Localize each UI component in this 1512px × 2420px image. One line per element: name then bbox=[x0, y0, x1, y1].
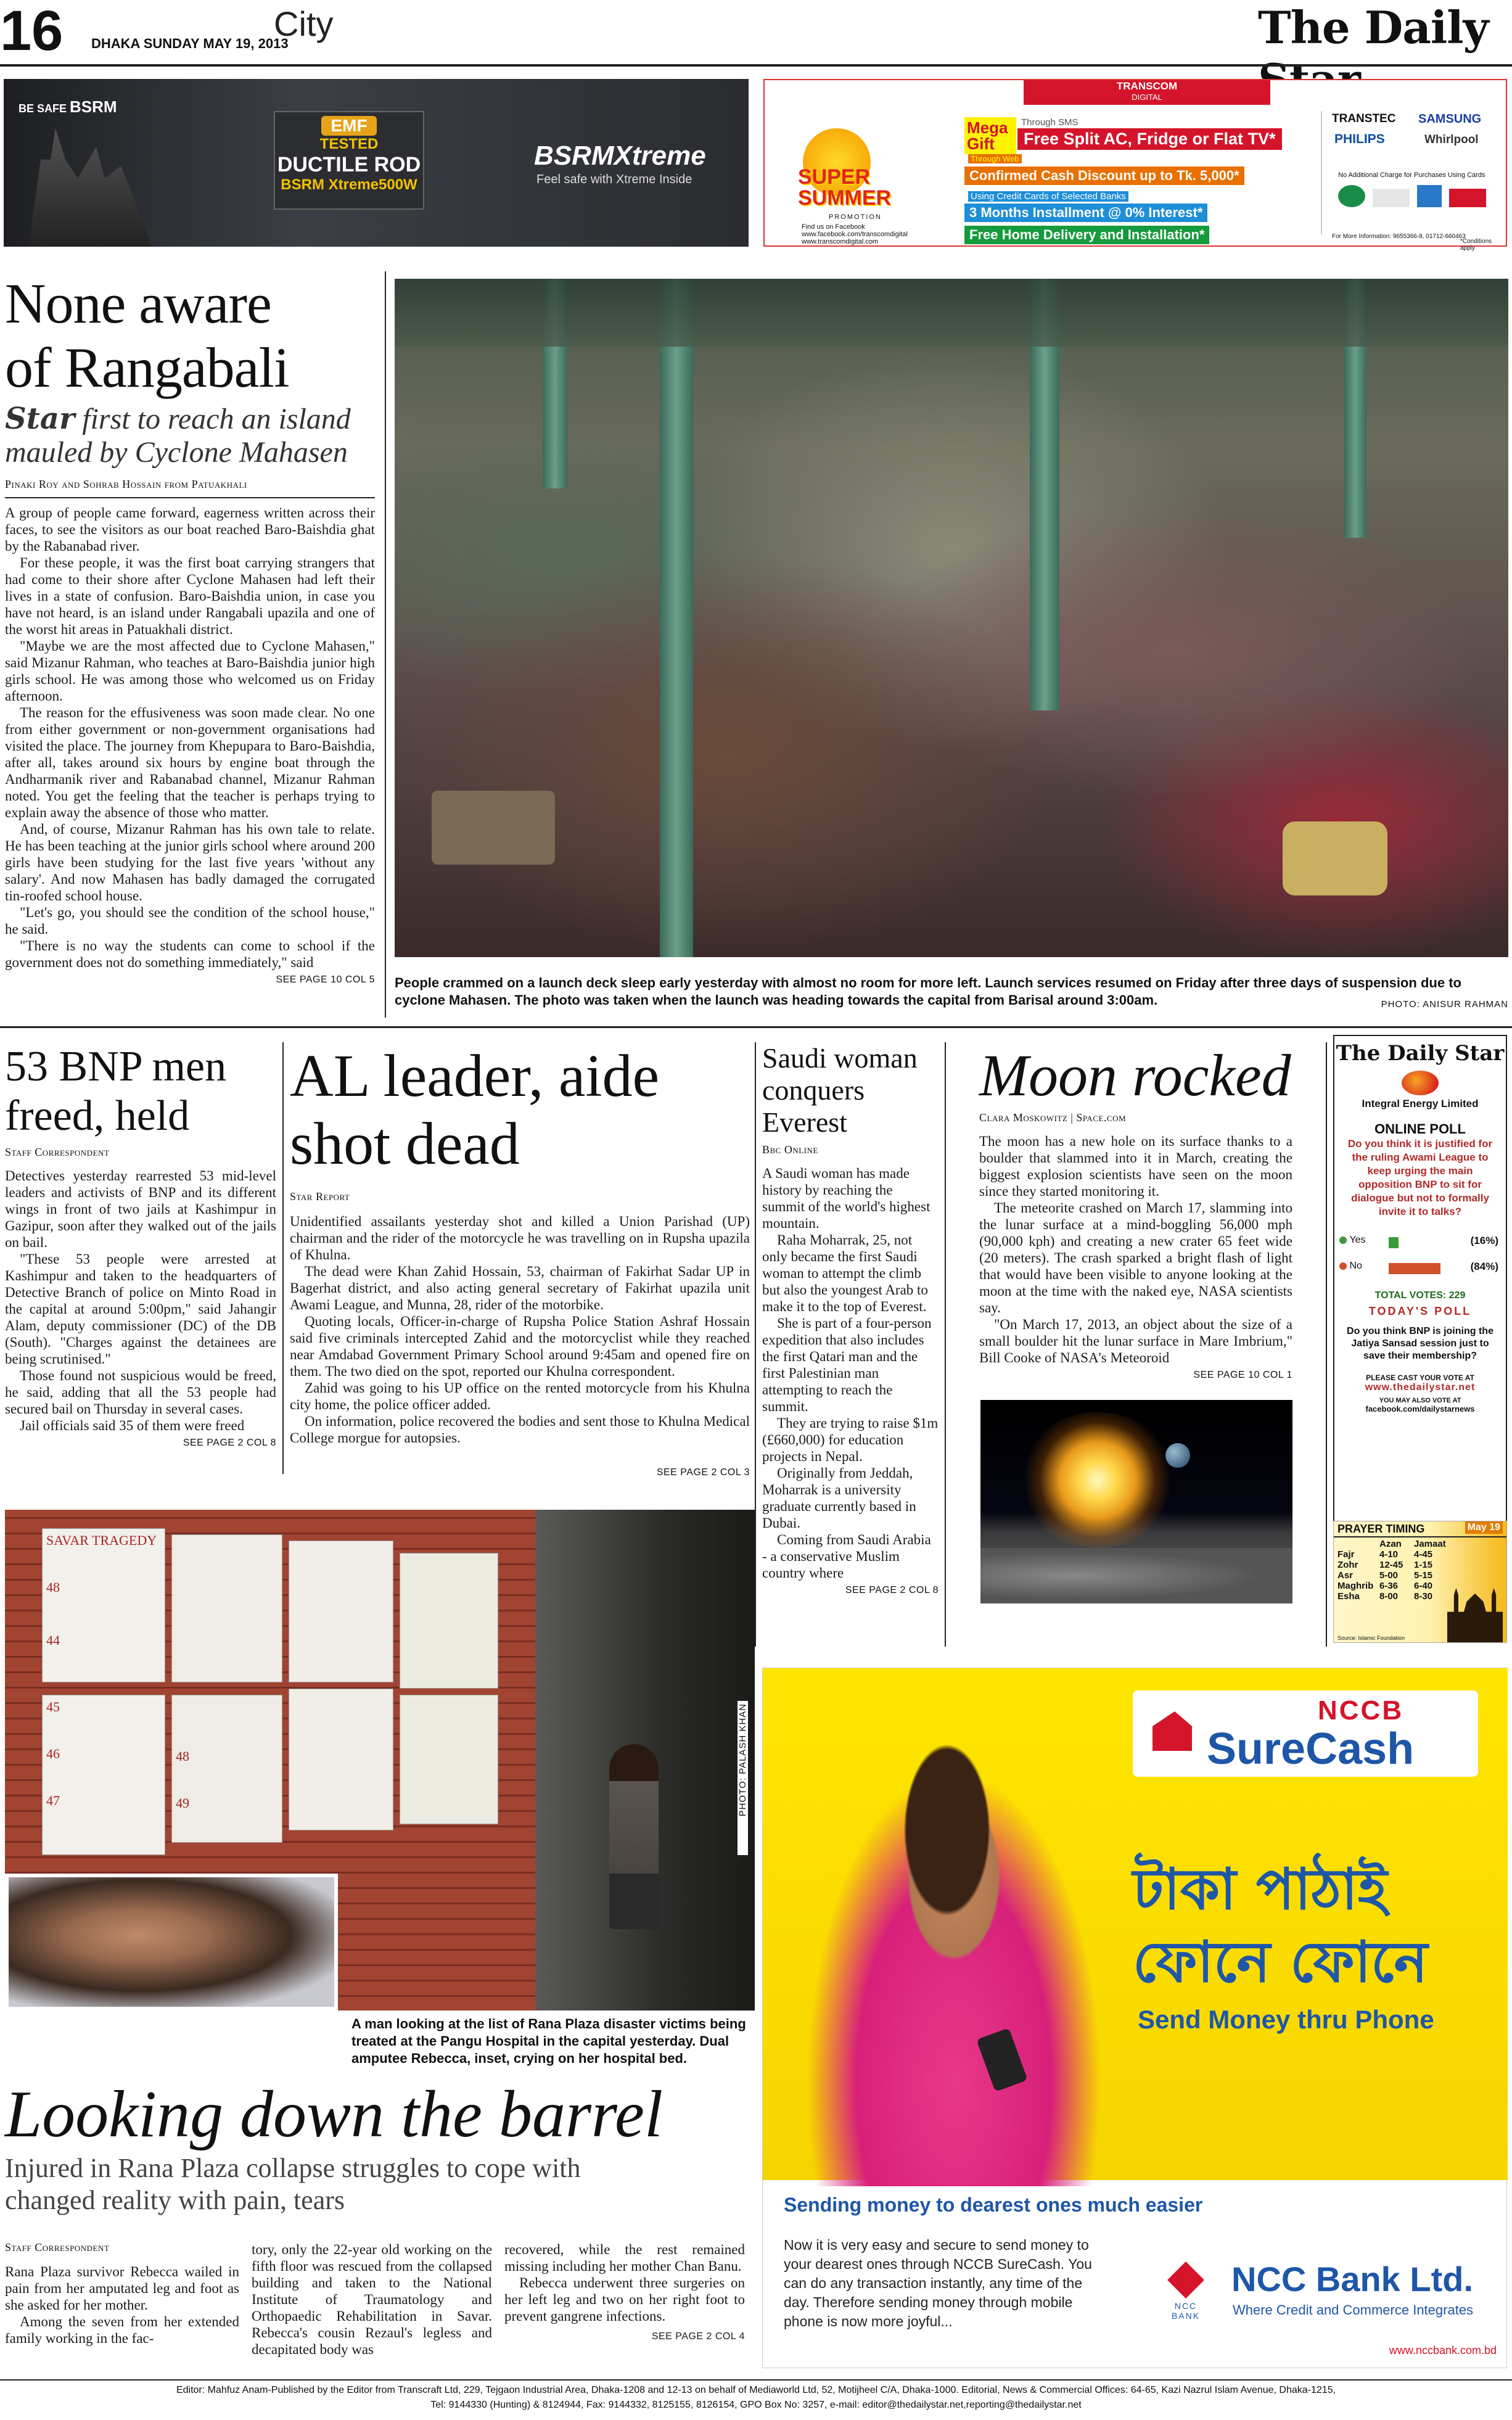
victim-sheet bbox=[400, 1553, 498, 1689]
footer-rule bbox=[0, 2379, 1512, 2381]
offer-delivery: Free Home Delivery and Installation* bbox=[964, 226, 1209, 244]
poll-question: Do you think it is justified for the ruling Awami League to keep urging the main opposition BNP to sit for dialogue but not to formally invite it to talks? bbox=[1347, 1138, 1493, 1217]
prayer-table bbox=[1337, 1539, 1446, 1602]
poll-result-yes: Yes (16%) bbox=[1339, 1235, 1501, 1252]
todays-poll-label: TODAY'S POLL bbox=[1368, 1305, 1472, 1317]
prayer-row: Zohr 12-45 1-15 bbox=[1337, 1560, 1433, 1570]
masthead bbox=[0, 0, 1512, 68]
deck-ceiling bbox=[395, 279, 1508, 347]
brand-whirlpool: Whirlpool bbox=[1424, 133, 1479, 146]
moon-jump[interactable]: SEE PAGE 10 COL 1 bbox=[1193, 1370, 1292, 1380]
barrel-story bbox=[5, 2078, 752, 2357]
moon-headline: Moon rocked bbox=[979, 1042, 1291, 1108]
ncc-bank-url[interactable]: www.nccbank.com.bd bbox=[1389, 2344, 1497, 2356]
poll-paper-name: The Daily Star bbox=[1336, 1041, 1505, 1066]
paper-nameplate: The Daily bbox=[1258, 1, 1489, 54]
moon-impact-photo bbox=[980, 1400, 1292, 1603]
column-rule bbox=[1326, 1042, 1327, 1647]
victim-sheet bbox=[171, 1534, 282, 1682]
al-headline: AL leader, aide shot dead bbox=[290, 1043, 660, 1177]
al-jump[interactable]: SEE PAGE 2 COL 3 bbox=[656, 1467, 750, 1478]
al-byline: Star Report bbox=[290, 1190, 350, 1203]
impact-flash bbox=[1017, 1412, 1178, 1548]
bnp-jump[interactable]: SEE PAGE 2 COL 8 bbox=[183, 1438, 276, 1448]
ad-transcom[interactable] bbox=[763, 79, 1507, 252]
lead-photo-caption-box bbox=[395, 974, 1508, 1018]
emf-badge: EMF bbox=[321, 116, 377, 136]
barrel-headline: Looking down the barrel bbox=[5, 2078, 663, 2151]
surecash-label: SureCash bbox=[1207, 1724, 1415, 1774]
moon-byline: Clara Moskowitz | Space.com bbox=[979, 1111, 1127, 1124]
victim-sheet: 48 49 bbox=[171, 1695, 282, 1843]
through-web: Through Web bbox=[968, 154, 1022, 163]
crowd-bag bbox=[1283, 821, 1387, 895]
saudi-story bbox=[762, 1042, 939, 1596]
barrel-col-3: recovered, while the rest remained missing including her mother Chan Banu. Rebecca underwent three surgeries on her left leg and two on her right foot to prevent gangrene infections. SEE PAGE 2 COL 4 bbox=[504, 2241, 745, 2345]
no-bar bbox=[1389, 1263, 1440, 1274]
poll-title: ONLINE POLL bbox=[1374, 1121, 1466, 1137]
barrel-col-1: Rana Plaza survivor Rebecca wailed in pain from her amputated leg and foot as she asked for her mother. Among the seven from her extended family working in the fac- bbox=[5, 2264, 239, 2346]
poll-url[interactable]: www.thedailystar.net bbox=[1365, 1382, 1476, 1393]
saudi-body: A Saudi woman has made history by reaching the summit of the world's highest mountain. Raha Moharrak, 25, not only became the first Saudi woman to attempt the climb but also the youngest Arab to make it to the top of Everest. She is part of a four-person expedition that also includes the first Qatari man and the first Palestinian man attempting to reach the summit. They are trying to raise $1m (£660,000) for education projects in Nepal. Originally from Jeddah, Moharrak is a university graduate currently based in Dubai. Coming from Saudi Arabia - a conservative Muslim country where bbox=[762, 1166, 939, 1581]
offer-sms: Free Split AC, Fridge or Flat TV* bbox=[1017, 128, 1282, 150]
ncc-bank-logo-icon bbox=[1167, 2262, 1204, 2299]
nccb-body: Now it is very easy and secure to send money to your dearest ones through NCCB SureCash. You can do any transaction instantly, any time of the day. Therefore sending money through mobile phone is now more joyful... bbox=[784, 2237, 1092, 2329]
prayer-row: Esha 8-00 8-30 bbox=[1337, 1591, 1433, 1602]
rana-photo-caption: A man looking at the list of Rana Plaza disaster victims being treated at the Pangu Hospital in the capital yesterday. Dual amputee Rebecca, inset, crying on her hospital bed. bbox=[351, 2016, 746, 2066]
section-label: City bbox=[274, 4, 334, 43]
victim-sheet bbox=[289, 1541, 393, 1682]
deck-pillar bbox=[660, 279, 693, 957]
rana-photo bbox=[5, 1510, 755, 2010]
prayer-row: Asr 5-00 5-15 bbox=[1337, 1570, 1433, 1581]
column-rule bbox=[945, 1042, 946, 1647]
bengali-tagline: টাকা পাঠাই ফোনে ফোনে bbox=[1133, 1856, 1428, 1995]
skyscraper-graphic bbox=[28, 122, 152, 247]
victim-sheet bbox=[289, 1689, 393, 1830]
poll-sponsor-icon bbox=[1402, 1071, 1439, 1095]
poll-sponsor: Integral Energy Limited bbox=[1362, 1098, 1479, 1109]
saudi-headline: Saudi woman conquers Everest bbox=[762, 1042, 918, 1138]
al-story bbox=[290, 1042, 750, 1478]
masthead-rule bbox=[0, 64, 1512, 67]
super-summer-title: SUPER SUMMER bbox=[798, 165, 892, 210]
victim-sheet bbox=[400, 1695, 498, 1824]
inset-photo-rebecca bbox=[5, 1874, 338, 2010]
prayer-row: Fajr 4-10 4-45 bbox=[1337, 1549, 1433, 1560]
through-sms: Through SMS bbox=[1021, 117, 1079, 128]
victim-sheet: SAVAR TRAGEDY 48 44 bbox=[42, 1528, 165, 1682]
standing-man bbox=[609, 1744, 659, 1929]
credit-card-line: Using Credit Cards of Selected Banks bbox=[968, 191, 1128, 202]
victim-sheet: 45 46 47 bbox=[42, 1695, 165, 1855]
prayer-row: Maghrib 6-36 6-40 bbox=[1337, 1581, 1433, 1591]
poll-result-no: No (84%) bbox=[1339, 1261, 1501, 1278]
offer-installment: 3 Months Installment @ 0% Interest* bbox=[964, 204, 1207, 222]
transcom-note: No Additional Charge for Purchases Using Cards bbox=[1338, 171, 1485, 179]
brand-philips: PHILIPS bbox=[1334, 132, 1385, 146]
send-money-tagline: Send Money thru Phone bbox=[1138, 2005, 1434, 2034]
ad-bsrm-be-safe: BE SAFE BSRM bbox=[18, 97, 117, 116]
prayer-source: Source: Islamic Foundation bbox=[1337, 1635, 1405, 1641]
lead-headline: None aware of Rangabali bbox=[5, 272, 289, 399]
barrel-byline: Staff Correspondent bbox=[5, 2241, 110, 2253]
ncc-bank-name: NCC Bank Ltd. bbox=[1231, 2260, 1473, 2299]
rana-photo-credit: PHOTO: PALASH KHAN bbox=[738, 1701, 748, 1855]
poll-total: TOTAL VOTES: 229 bbox=[1374, 1290, 1466, 1301]
nccb-label: NCCB bbox=[1318, 1695, 1404, 1726]
dateline: DHAKA SUNDAY MAY 19, 2013 bbox=[91, 36, 289, 51]
moon-surface bbox=[980, 1548, 1292, 1603]
barrel-jump[interactable]: SEE PAGE 2 COL 4 bbox=[651, 2331, 745, 2342]
poll-cast: PLEASE CAST YOUR VOTE AT bbox=[1366, 1373, 1474, 1382]
lead-story bbox=[5, 271, 375, 1018]
ncc-bank-logo-text: NCC BANK bbox=[1171, 2301, 1201, 2321]
no-swatch bbox=[1339, 1262, 1347, 1270]
section-rule bbox=[0, 1026, 1512, 1028]
al-body: Unidentified assailants yesterday shot and killed a Union Parishad (UP) chairman and the rider of the motorcycle he was travelling on in Rupsha upazila of Khulna. The dead were Khan Zahid Hossain, 53, chairman of Fakirhat Sadar UP in Bagerhat district, and also acting general secretary of Fakirhat upazila unit Awami League, and Munna, 28, rider of the motorbike. Quoting locals, Officer-in-charge of Rupsha Police Station Ashraf Hossain said five criminals intercepted Zahid and the motorcyclist while they reached near Amdabad Government Primary School around 9:45am and opened fire on them. The two died on the spot, reported our Khulna correspondent. Zahid was going to his UP office on the rented motorcycle from his Khulna city home, the police officer added. On information, police recovered the bodies and sent those to Khulna Medical College morgue for autopsies. bbox=[290, 1214, 750, 1446]
saudi-byline: Bbc Online bbox=[762, 1143, 818, 1156]
transcom-info: For More Information: 9655366-8, 01712-660463 bbox=[1332, 233, 1466, 240]
surecash-logo-box bbox=[1133, 1690, 1478, 1777]
transcom-header: TRANSCOM DIGITAL bbox=[1024, 80, 1270, 105]
online-poll bbox=[1333, 1035, 1507, 1522]
lead-photo-caption: People crammed on a launch deck sleep early yesterday with almost no room for more left. Launch services resumed on Friday after three days of suspension due to cyclone Mahasen. The photo was taken when the launch was heading towards the capital from Barisal around 3:00am. bbox=[395, 975, 1461, 1008]
footer-line-1: Editor: Mahfuz Anam-Published by the Editor from Transcraft Ltd, 229, Tejgaon Industrial Area, Dhaka-1208 and 12-13 on behalf of Mediaworld Ltd, 52, Motijheel C/A, Dhaka-1000. Editorial, News & Commercial Offices: 64-65, Kazi Nazrul Islam Avenue, Dhaka-1215, bbox=[176, 2385, 1336, 2395]
lead-jump[interactable]: SEE PAGE 10 COL 5 bbox=[276, 974, 375, 985]
lead-body: A group of people came forward, eagerness written across their faces, to see the visitors as our boat reached Baro-Baishdia ghat by the Rabanabad river. For these people, it was the first boat carrying strangers that had come to their shore after Cyclone Mahasen had left their lives in a state of confusion. Baro-Baishdia union, in case you have not heard, is an island under Rangabali upazila and one of the worst hit areas in Patuakhali district. "Maybe we are the most affected due to Cyclone Mahasen," said Mizanur Rahman, who teaches at Baro-Baishdia junior high girls school. He was among those who welcomed us on Friday afternoon. The reason for the effusiveness was soon made clear. No one from either government or non-government organisations had visited the place. The journey from Khepupara to Baro-Baishdia, after all, takes around six hours by engine boat through the Andharmanik river and Rabanabad channel, Mizanur Rahman noted. You get the feeling that the teacher is perhaps trying to explain away the absence of those who matter. And, of course, Mizanur Rahman has his own tale to relate. He has been teaching at the junior girls school where around 200 girls have been studying for the last five years 'without any salary'. And now Mahasen has badly damaged the corrugated tin-roofed school house. "Let's go, you should see the condition of the school house," he said. "There is no way the students can come to school if the government does not do something immediately," said bbox=[5, 505, 375, 970]
barrel-col-2: tory, only the 22-year old working on the fifth floor was rescued from the collapsed building and taken to the National Institute of Traumatology and Orthopaedic Rehabilitation in Savar. Rebecca's cousin Rezaul's legless and decapitated body was bbox=[252, 2242, 492, 2357]
ad-nccb-surecash[interactable] bbox=[762, 1668, 1507, 2368]
promo-sub: PROMOTION bbox=[829, 213, 882, 221]
column-rule bbox=[385, 271, 386, 1018]
prayer-timing bbox=[1333, 1521, 1507, 1643]
page-number: 16 bbox=[0, 0, 64, 62]
prayer-table-header: Azan Jamaat bbox=[1379, 1539, 1446, 1549]
footer-imprint bbox=[0, 2383, 1512, 2413]
bnp-body: Detectives yesterday rearrested 53 mid-level leaders and activists of BNP and its different wings in front of two jails at Kashimpur in Gazipur, soon after they walked out of the jails on bail. "These 53 people were arrested at Kashimpur and taken to the headquarters of Detective Branch of police on Minto Road in the capital at around 5:00pm," said Jahangir Alam, deputy commissioner (DC) of the DB (South). "Charges against the detainees are being scrutinised." Those found not suspicious would be freed, he said, adding that all the 53 people had secured bail on Thursday in several cases. Jail officials said 35 of them were freed bbox=[5, 1168, 276, 1433]
facebook-line: Find us on Facebook www.facebook.com/transcomdigital www.transcomdigital.com bbox=[802, 223, 908, 245]
crowd-bag bbox=[432, 791, 555, 865]
tested-label: TESTED bbox=[319, 136, 379, 152]
ncc-bank-tagline: Where Credit and Commerce Integrates bbox=[1233, 2302, 1474, 2318]
yes-bar bbox=[1389, 1237, 1399, 1248]
bsrm-xtreme-logo: BSRMXtreme bbox=[534, 141, 706, 171]
poll-also: YOU MAY ALSO VOTE AT bbox=[1379, 1397, 1461, 1404]
transcom-divider bbox=[1321, 111, 1322, 234]
yes-swatch bbox=[1339, 1237, 1347, 1244]
mega-gift-label: Mega Gift bbox=[964, 117, 1016, 154]
moon-body: The moon has a new hole on its surface thanks to a boulder that slammed into it in March, creating the biggest explosion scientists have seen on the moon since they started monitoring it. The meteorite crashed on March 17, slamming into the lunar surface at a mind-boggling 56,000 mph (90,000 kph) and creating a new crater 65 feet wide (20 meters). The crash sparked a bright flash of light that would have been visible to anyone looking at the moon at the time with the naked eye, NASA scientists say. "On March 17, 2013, an object about the size of a small boulder hit the lunar surface in Mare Imbrium," Bill Cooke of NASA's Meteoroid bbox=[979, 1134, 1292, 1365]
bnp-byline: Staff Correspondent bbox=[5, 1146, 110, 1158]
lead-byline: Pinaki Roy and Sohrab Hossain from Patuakhali bbox=[5, 478, 375, 498]
ad-bsrm-badge-box bbox=[274, 111, 424, 210]
column-rule bbox=[755, 1042, 756, 1647]
lead-photo bbox=[395, 279, 1508, 957]
lead-deck: Star first to reach an island mauled by Cyclone Mahasen bbox=[5, 401, 351, 469]
bnp-story bbox=[5, 1042, 276, 1449]
saudi-jump[interactable]: SEE PAGE 2 COL 8 bbox=[845, 1585, 939, 1595]
bnp-headline: 53 BNP men freed, held bbox=[5, 1043, 227, 1140]
lead-photo-credit: PHOTO: ANISUR RAHMAN bbox=[1381, 999, 1508, 1010]
todays-poll-question: Do you think BNP is joining the Jatiya Sansad session just to save their membership? bbox=[1347, 1326, 1494, 1361]
mosque-silhouette-icon bbox=[1447, 1574, 1503, 1642]
surecash-logo-icon bbox=[1148, 1706, 1197, 1756]
bsrm-tagline: Feel safe with Xtreme Inside bbox=[536, 173, 692, 186]
nccb-subhead: Sending money to dearest ones much easier bbox=[784, 2194, 1203, 2216]
transcom-conditions: *Conditions apply bbox=[1460, 238, 1492, 252]
model-photo bbox=[781, 1718, 1127, 2186]
product-name: DUCTILE ROD bbox=[277, 153, 421, 176]
product-model: BSRM Xtreme500W bbox=[281, 176, 417, 193]
footer-line-2: Tel: 9144330 (Hunting) & 8124944, Fax: 9144332, 8125155, 8126154, GPO Box No: 3257, e-mail: editor@thedailystar.net,reporting@thedailystar.net bbox=[430, 2400, 1082, 2410]
offer-web: Confirmed Cash Discount up to Tk. 5,000* bbox=[964, 167, 1244, 185]
moon-story bbox=[979, 1042, 1292, 1381]
prayer-header: PRAYER TIMING May 19 bbox=[1334, 1521, 1506, 1537]
brand-transtec: TRANSTEC bbox=[1332, 112, 1396, 125]
poll-facebook[interactable]: facebook.com/dailystarnews bbox=[1365, 1404, 1475, 1414]
brand-samsung: SAMSUNG bbox=[1418, 112, 1482, 126]
victim-list-sheets bbox=[42, 1528, 511, 1861]
barrel-deck: Injured in Rana Plaza collapse struggles to cope with changed reality with pain, tears bbox=[5, 2153, 581, 2215]
ad-bsrm[interactable] bbox=[4, 79, 749, 247]
bank-logos-row bbox=[1338, 185, 1498, 210]
column-rule bbox=[282, 1042, 284, 1474]
